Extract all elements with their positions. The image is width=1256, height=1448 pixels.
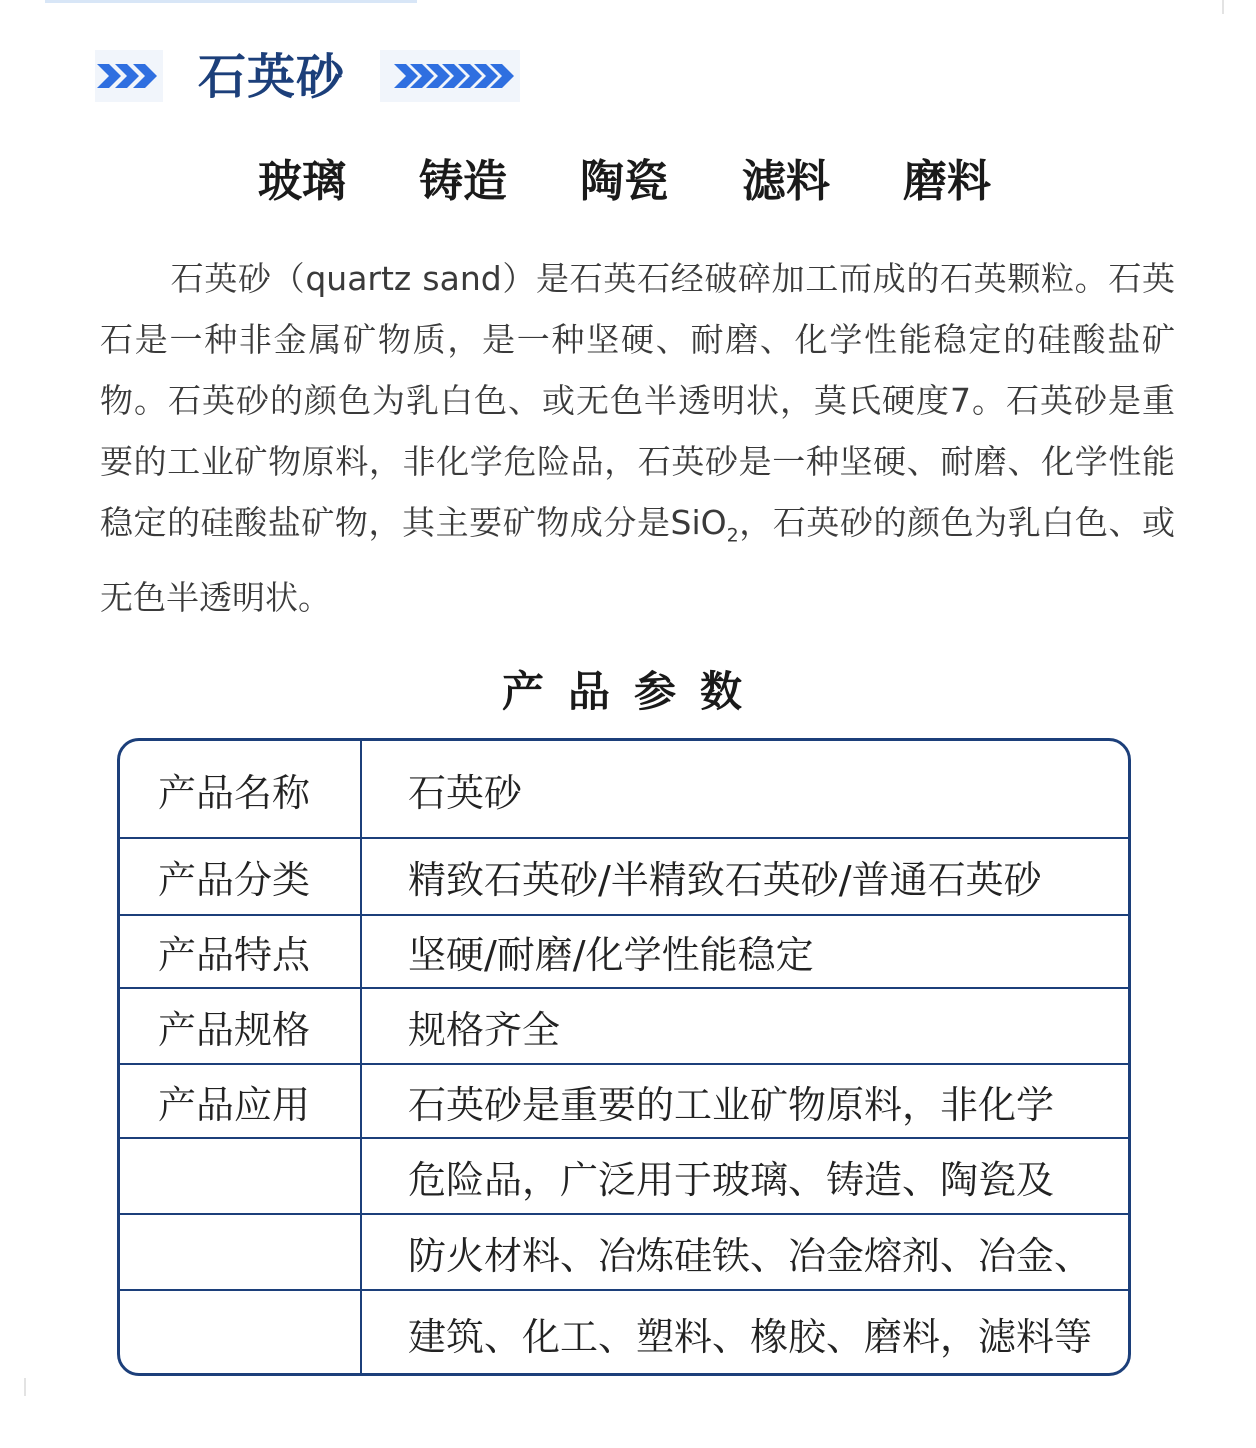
edge-mark — [1222, 0, 1224, 14]
table-row — [120, 989, 1128, 1065]
table-row — [120, 741, 1128, 839]
row-value: 精致石英砂/半精致石英砂/普通石英砂 — [408, 858, 1042, 902]
row-label: 产品特点 — [158, 933, 311, 977]
table-row — [120, 839, 1128, 916]
column-divider — [360, 741, 362, 1373]
row-label: 产品分类 — [158, 858, 311, 902]
table-row — [120, 1139, 1128, 1215]
top-divider — [45, 0, 417, 3]
tag-ceramics: 陶瓷 — [580, 156, 668, 207]
tag-casting: 铸造 — [419, 156, 507, 207]
params-section-title: 产品参数 — [501, 667, 766, 716]
application-tags — [0, 150, 1256, 214]
description-text: 石英砂（quartz sand）是石英石经破碎加工而成的石英颗粒。石英石是一种非金属矿物质，是一种坚硬、耐磨、化学性能稳定的硅酸盐矿物。石英砂的颜色为乳白色、或无色半透明状，莫氏硬度7。石英砂是重要的工业矿物原料，非化学危险品，石英砂是一种坚硬、耐磨、化学性能稳定的硅酸盐矿物，其主要矿物成分是SiO — [100, 259, 1175, 542]
params-table — [117, 738, 1131, 1376]
tag-abrasive: 磨料 — [903, 156, 991, 207]
row-value: 防火材料、冶炼硅铁、冶金熔剂、冶金、 — [408, 1233, 1093, 1278]
chevron-right-decoration — [380, 50, 520, 102]
row-value: 坚硬/耐磨/化学性能稳定 — [408, 933, 814, 977]
table-row — [120, 1215, 1128, 1291]
row-value: 规格齐全 — [408, 1007, 561, 1052]
table-row — [120, 916, 1128, 989]
table-row — [120, 1065, 1128, 1139]
multi-chevron-icon — [380, 50, 520, 102]
edge-mark — [24, 1378, 26, 1396]
tag-glass: 玻璃 — [258, 156, 346, 207]
row-label: 产品名称 — [158, 770, 311, 815]
row-value: 危险品，广泛用于玻璃、铸造、陶瓷及 — [408, 1157, 1055, 1202]
table-row — [120, 1291, 1128, 1376]
row-value: 石英砂 — [408, 770, 523, 815]
subscript-2: 2 — [726, 524, 739, 547]
row-label: 产品应用 — [158, 1082, 311, 1127]
chevron-left-decoration — [95, 50, 163, 102]
description-text-end: ，石英砂的颜色为乳白色、或无色半透明状。 — [100, 503, 1176, 617]
row-value: 建筑、化工、塑料、橡胶、磨料，滤料等 — [408, 1315, 1093, 1359]
tag-filter: 滤料 — [742, 156, 830, 207]
row-label: 产品规格 — [158, 1007, 311, 1052]
page-title: 石英砂 — [198, 49, 346, 105]
double-chevron-icon — [95, 50, 163, 102]
product-description — [100, 248, 1175, 628]
row-value: 石英砂是重要的工业矿物原料，非化学 — [408, 1082, 1055, 1127]
